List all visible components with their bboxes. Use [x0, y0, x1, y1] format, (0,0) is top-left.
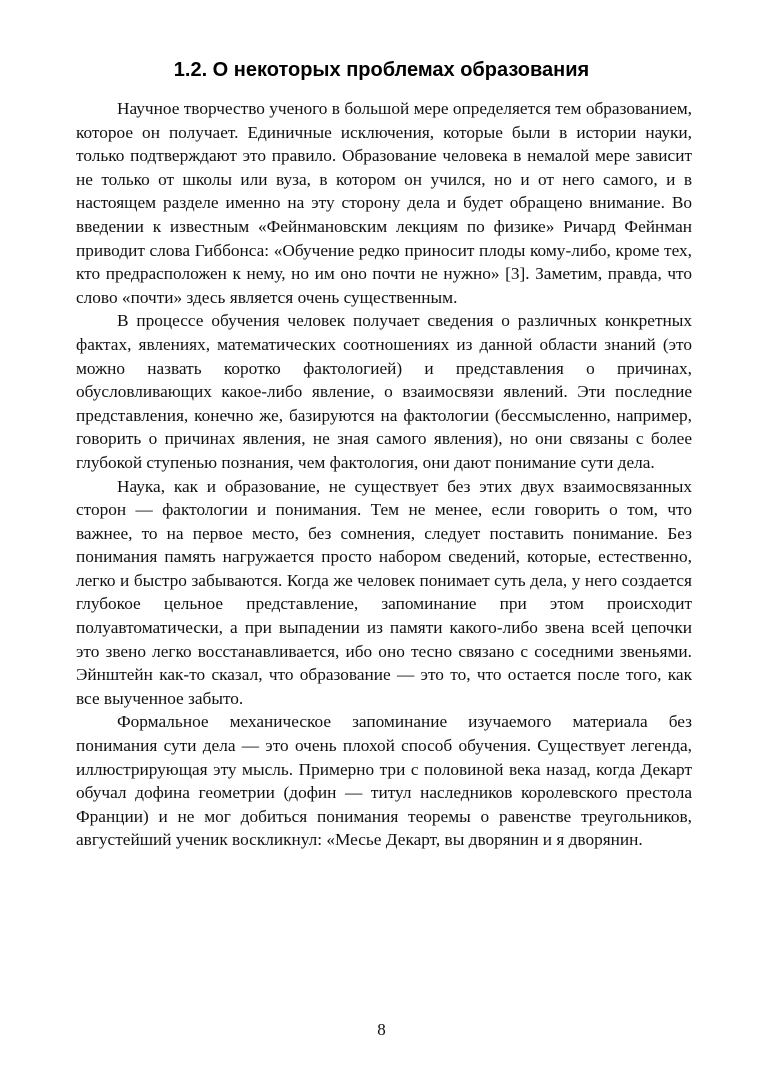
paragraph: В процессе обучения человек получает сведения о различных конкретных фактах, явлениях, математических соотношениях из данной области знаний (это можно назвать коротко фактологией) и представления о причинах, обусловливающих какое-либо явление, о взаимосвязи явлений. Эти последние представления, конечно же, базируются на фактологии (бессмысленно, например, говорить о причинах явления, не зная самого явления), но они связаны с более глубокой ступенью познания, чем фактология, они дают понимание сути дела.	[76, 311, 692, 472]
body-text	[76, 97, 692, 852]
paragraph: Наука, как и образование, не существует без этих двух взаимосвязанных сторон — фактологии и понимания. Тем не менее, если говорить о том, что важнее, то на первое место, без сомнения, следует поставить понимание. Без понимания память нагружается просто набором сведений, которые, естественно, легко и быстро забываются. Когда же человек понимает суть дела, у него создается глубокое цельное представление, запоминание при этом происходит полуавтоматически, а при выпадении из памяти какого-либо звена всей цепочки это звено легко восстанавливается, ибо оно тесно связано с соседними звеньями. Эйнштейн как-то сказал, что образование — это то, что остается после того, как все выученное забыто.	[76, 476, 692, 708]
page-number: 8	[377, 1020, 386, 1039]
section-title: 1.2. О некоторых проблемах образования	[173, 59, 590, 81]
paragraph: Формальное механическое запоминание изучаемого материала без понимания сути дела — это очень плохой способ обучения. Существует легенда, иллюстрирующая эту мысль. Примерно три с половиной века назад, когда Декарт обучал дофина геометрии (дофин — титул наследников королевского престола Франции) и не мог добиться понимания теоремы о равенстве треугольников, августейший ученик воскликнул: «Месье Декарт, вы дворянин и я дворянин.	[76, 712, 692, 850]
paragraph: Научное творчество ученого в большой мере определяется тем образованием, которое он получает. Единичные исключения, которые были в истории науки, только подтверждают это правило. Образование человека в немалой мере зависит не только от школы или вуза, в котором он учился, но и от него самого, и в настоящем разделе именно на эту сторону дела и будет обращено внимание. Во введении к известным «Фейнмановским лекциям по физике» Ричард Фейнман приводит слова Гиббонса: «Обучение редко приносит плоды кому-либо, кроме тех, кто предрасположен к нему, но им оно почти не нужно» [3]. Заметим, правда, что слово «почти» здесь является очень существенным.	[76, 99, 692, 307]
